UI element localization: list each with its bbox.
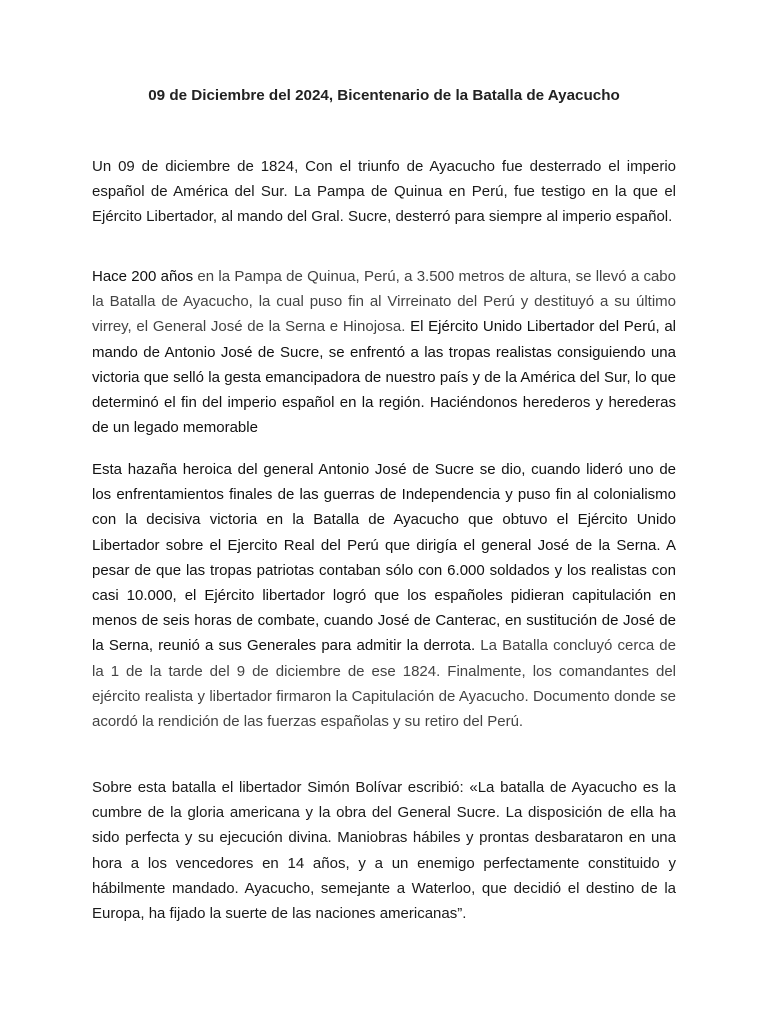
paragraph-1: Un 09 de diciembre de 1824, Con el triunfo de Ayacucho fue desterrado el imperio español de América del Sur. La Pampa de Quinua en Perú, fue testigo en la que el Ejército Libertador, al mando del Gral. Sucre, desterró para siempre al imperio español. — [92, 158, 676, 226]
paragraph-2 — [92, 264, 676, 440]
paragraph-2-part-3: El Ejército Unido Libertador del Perú, al mando de Antonio José de Sucre, se enfrentó a las tropas realistas consiguiendo una victoria que selló la gesta emancipadora de nuestro país y de la América del Sur, lo que determinó el fin del imperio español en la región. Haciéndonos herederos y herederas de un legado memorable — [92, 318, 676, 437]
paragraph-2-part-1: Hace 200 años — [92, 268, 194, 285]
paragraph-4: Sobre esta batalla el libertador Simón Bolívar escribió: «La batalla de Ayacucho es la cumbre de la gloria americana y la obra del General Sucre. La disposición de ella ha sido perfecta y su ejecución divina. Maniobras hábiles y prontas desbarataron en una hora a los vencedores en 14 años, y a un enemigo perfectamente constituido y hábilmente mandado. Ayacucho, semejante a Waterloo, que decidió el destino de la Europa, ha fijado la suerte de las naciones americanas”. — [92, 779, 676, 923]
paragraph-3 — [92, 457, 676, 734]
paragraph-2-part-2: en la Pampa de Quinua, Perú, a 3.500 metros de altura, se llevó a cabo la Batalla de Ayacucho, la cual puso fin al Virreinato del Perú y destituyó a su último virrey, el General José de la Serna e Hinojosa. — [92, 268, 676, 336]
document-title: 09 de Diciembre del 2024, Bicentenario de la Batalla de Ayacucho — [148, 87, 620, 104]
paragraph-3-part-2: La Batalla concluyó cerca de la 1 de la tarde del 9 de diciembre de ese 1824. Finalmente, los comandantes del ejército realista y libertador firmaron la Capitulación de Ayacucho. Documento donde se acordó la rendición de las fuerzas españolas y su retiro del Perú. — [92, 637, 676, 731]
paragraph-3-part-1: Esta hazaña heroica del general Antonio José de Sucre se dio, cuando lideró uno de los enfrentamientos finales de las guerras de Independencia y puso fin al colonialismo con la decisiva victoria en la Batalla de Ayacucho que obtuvo el Ejército Unido Libertador sobre el Ejercito Real del Perú que dirigía el general José de la Serna. A pesar de que las tropas patriotas contaban sólo con 6.000 soldados y los realistas con casi 10.000, el Ejército libertador logró que los españoles pidieran capitulación en menos de seis horas de combate, cuando José de Canterac, en sustitución de José de la Serna, reunió a sus Generales para admitir la derrota. — [92, 461, 676, 655]
